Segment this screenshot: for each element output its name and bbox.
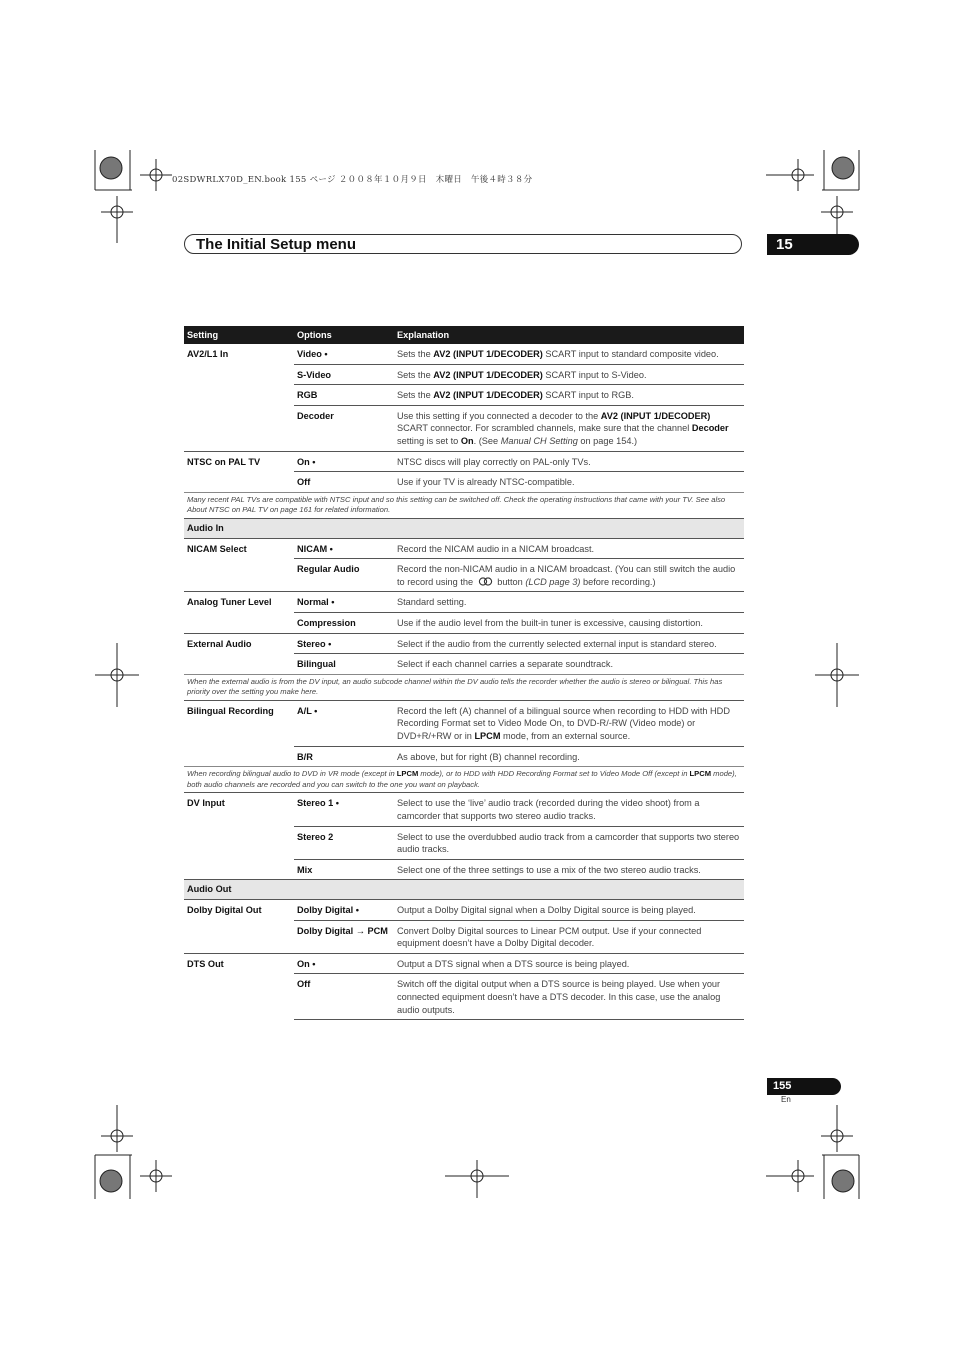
- option-name: A/L •: [294, 700, 394, 746]
- table-row: [184, 538, 744, 559]
- audio-button-icon: [478, 577, 493, 586]
- option-explanation: Use if your TV is already NTSC-compatible.: [394, 472, 744, 493]
- option-explanation: NTSC discs will play correctly on PAL-only TVs.: [394, 451, 744, 472]
- chapter-title: The Initial Setup menu: [196, 236, 357, 253]
- option-explanation: Convert Dolby Digital sources to Linear PCM output. Use if your connected equipment doesn’t have a Dolby Digital decoder.: [394, 920, 744, 953]
- option-name: Dolby Digital •: [297, 905, 359, 915]
- note-text: When recording bilingual audio to DVD in VR mode (except in LPCM mode), or to HDD with HDD Recording Format set to Video Mode Off (except in LPCM mode), both audio channels are recorded and you can switch to the one you want on playback.: [184, 767, 744, 793]
- option-name: Video •: [297, 349, 328, 359]
- page-number: 155: [767, 1078, 841, 1095]
- setting-name: AV2/L1 In: [187, 349, 229, 359]
- table-row: [184, 344, 744, 364]
- table-note: [184, 674, 744, 700]
- setting-name: Dolby Digital Out: [187, 905, 262, 915]
- chapter-number: 15: [767, 234, 859, 255]
- option-explanation: Select to use the overdubbed audio track from a camcorder that supports two stereo audio tracks.: [394, 826, 744, 859]
- table-note: [184, 492, 744, 518]
- option-explanation: Record the left (A) channel of a bilingual source when recording to HDD with HDD Recording Format set to Video Mode On, to DVD-R/-RW (Video mode) or DVD+R/+RW or in LPCM mode, from an external source.: [394, 700, 744, 746]
- setting-name: Analog Tuner Level: [184, 592, 294, 633]
- option-name: Stereo •: [294, 633, 394, 654]
- option-name: Mix: [294, 859, 394, 880]
- option-explanation: Use if the audio level from the built-in tuner is excessive, causing distortion.: [394, 612, 744, 633]
- option-explanation: Sets the AV2 (INPUT 1/DECODER) SCART input to S-Video.: [394, 364, 744, 385]
- option-explanation: Sets the AV2 (INPUT 1/DECODER) SCART input to RGB.: [394, 385, 744, 406]
- section-row: [184, 518, 744, 538]
- option-name: On •: [294, 953, 394, 974]
- option-name: Regular Audio: [294, 559, 394, 592]
- option-explanation: Standard setting.: [394, 592, 744, 613]
- header-setting: Setting: [184, 326, 294, 344]
- option-name: Off: [294, 472, 394, 493]
- table-row: [184, 953, 744, 974]
- option-explanation: Switch off the digital output when a DTS source is being played. Use when your connected equipment doesn’t have a DTS decoder. In this case, use the analog audio outputs.: [394, 974, 744, 1020]
- header-options: Options: [294, 326, 394, 344]
- option-name: S-Video: [294, 364, 394, 385]
- header-explanation: Explanation: [394, 326, 744, 344]
- option-explanation: Record the non-NICAM audio in a NICAM broadcast. (You can still switch the audio to record using the button (LCD page 3) before recording.): [394, 559, 744, 592]
- section-audio-in: Audio In: [184, 518, 744, 538]
- table-row: [184, 793, 744, 826]
- option-name: Stereo 1 •: [294, 793, 394, 826]
- option-name: Normal •: [294, 592, 394, 613]
- option-name: Dolby Digital → PCM: [294, 920, 394, 953]
- option-explanation: Use this setting if you connected a decoder to the AV2 (INPUT 1/DECODER) SCART connector. For scrambled channels, make sure that the channel Decoder setting is set to On. (See Manual CH Setting on page 154.): [394, 405, 744, 451]
- option-name: Compression: [294, 612, 394, 633]
- settings-table: [184, 326, 744, 1020]
- section-audio-out: Audio Out: [184, 880, 744, 900]
- option-name: B/R: [294, 746, 394, 767]
- table-note: [184, 767, 744, 793]
- table-row: [184, 633, 744, 654]
- section-row: [184, 880, 744, 900]
- option-name: Bilingual: [294, 654, 394, 675]
- option-explanation: Sets the AV2 (INPUT 1/DECODER) SCART input to standard composite video.: [397, 349, 719, 359]
- table-row: [184, 700, 744, 746]
- option-explanation: As above, but for right (B) channel recording.: [394, 746, 744, 767]
- page-language: En: [781, 1095, 791, 1104]
- option-name: On •: [294, 451, 394, 472]
- option-name: Decoder: [294, 405, 394, 451]
- option-explanation: Select to use the ‘live’ audio track (recorded during the video shoot) from a camcorder that supports two stereo audio tracks.: [394, 793, 744, 826]
- setting-name: NICAM Select: [187, 543, 247, 554]
- option-name: RGB: [294, 385, 394, 406]
- option-explanation: Select if the audio from the currently selected external input is standard stereo.: [394, 633, 744, 654]
- chapter-header: [184, 234, 742, 254]
- note-text: Many recent PAL TVs are compatible with NTSC input and so this setting can be switched off. Check the operating instructions that came with your TV. See also About NTSC on PAL TV on page 161 for related information.: [184, 492, 744, 518]
- setting-name: DTS Out: [184, 953, 294, 1019]
- option-explanation: Output a Dolby Digital signal when a Dolby Digital source is being played.: [397, 905, 696, 915]
- option-name: NICAM •: [297, 543, 333, 554]
- option-explanation: Select if each channel carries a separate soundtrack.: [394, 654, 744, 675]
- setting-name: External Audio: [184, 633, 294, 674]
- option-explanation: Output a DTS signal when a DTS source is being played.: [394, 953, 744, 974]
- option-name: Stereo 2: [294, 826, 394, 859]
- setting-name: Bilingual Recording: [184, 700, 294, 766]
- setting-name: DV Input: [184, 793, 294, 880]
- note-text: When the external audio is from the DV input, an audio subcode channel within the DV audio tells the recorder whether the audio is stereo or bilingual. This has priority over the setting you make here.: [184, 674, 744, 700]
- table-row: [184, 451, 744, 472]
- option-explanation: Select one of the three settings to use a mix of the two stereo audio tracks.: [394, 859, 744, 880]
- print-info: 02SDWRLX70D_EN.book 155 ページ ２００８年１０月９日 木曜日 午後４時３８分: [172, 175, 533, 185]
- setting-name: NTSC on PAL TV: [184, 451, 294, 492]
- option-explanation: Record the NICAM audio in a NICAM broadcast.: [397, 543, 595, 554]
- table-row: [184, 592, 744, 613]
- table-row: [184, 900, 744, 921]
- table-header: [184, 326, 744, 344]
- option-name: Off: [294, 974, 394, 1020]
